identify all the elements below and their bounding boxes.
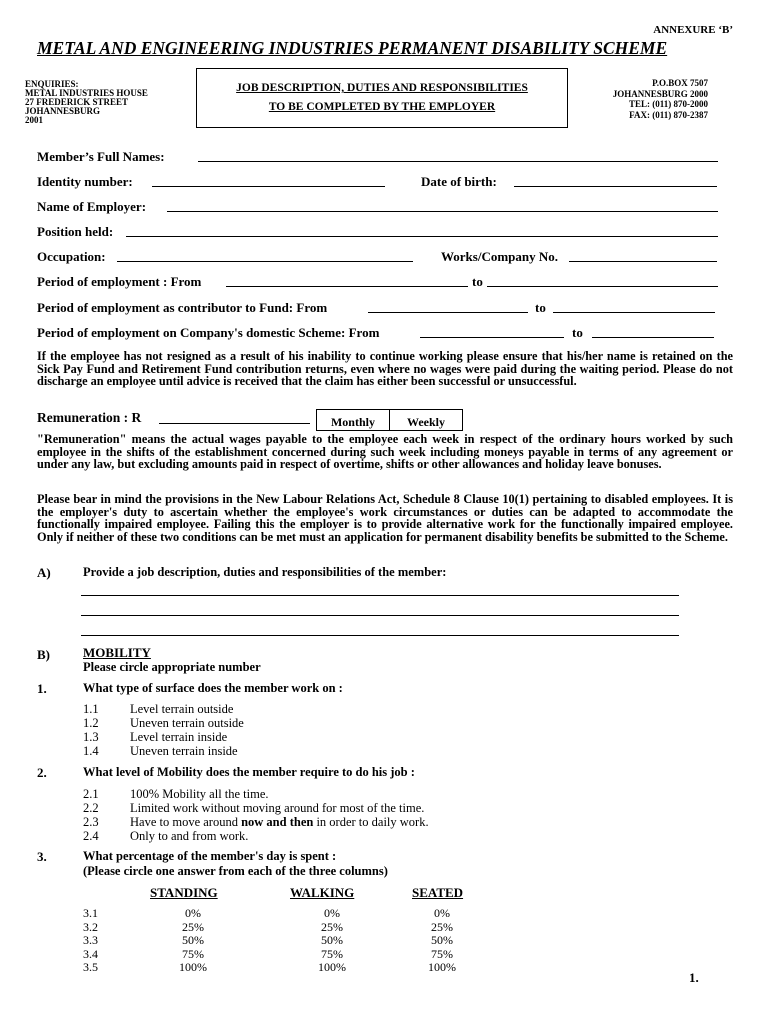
to-label: to <box>535 300 546 315</box>
period-employment-label: Period of employment : From <box>37 274 202 289</box>
period-domestic-from[interactable] <box>420 337 564 338</box>
option-number: 2.1 <box>83 787 99 801</box>
q1-text: What type of surface does the member work on : <box>83 681 343 695</box>
walking-option[interactable]: 100% <box>318 960 346 974</box>
seated-header: SEATED <box>412 885 464 900</box>
standing-option[interactable]: 50% <box>182 933 204 947</box>
period-contributor-to[interactable] <box>553 312 715 313</box>
q2-option[interactable] <box>83 829 429 843</box>
standing-option[interactable]: 75% <box>182 946 204 961</box>
box-line-2: TO BE COMPLETED BY THE EMPLOYER <box>268 101 496 113</box>
job-description-line[interactable] <box>81 635 679 636</box>
occupation-label: Occupation: <box>37 249 106 264</box>
q1-option[interactable] <box>83 744 244 758</box>
seated-option[interactable]: 50% <box>431 933 453 947</box>
q3-row-number: 3.4 <box>83 946 98 961</box>
employer-label: Name of Employer: <box>37 199 147 214</box>
employer-field[interactable] <box>167 211 718 212</box>
box-line-1: JOB DESCRIPTION, DUTIES AND RESPONSIBILITIES <box>236 82 528 94</box>
q3-row-number: 3.2 <box>83 919 98 934</box>
walking-option[interactable]: 75% <box>321 946 343 961</box>
seated-option[interactable]: 25% <box>431 919 453 934</box>
works-no-label: Works/Company No. <box>441 249 559 264</box>
seated-option[interactable]: 100% <box>428 960 456 974</box>
contact-line: TEL: (011) 870-2000 <box>628 99 708 109</box>
q3-numbers <box>83 907 98 975</box>
q2-text: What level of Mobility does the member require to do his job : <box>83 765 415 779</box>
remuneration-definition: "Remuneration" means the actual wages payable to the employee each week in respect of the ordinary hours worked by such employee in the shifts of the establishment concerned during such week including moneys payable in terms of any agreement or under any law, but excluding amounts paid in respect of overtime, shifts or other allowances and holiday leave bonuses. <box>37 432 733 471</box>
mobility-heading: MOBILITY <box>83 645 151 660</box>
position-field[interactable] <box>126 236 718 237</box>
remuneration-label: Remuneration : R <box>37 410 142 425</box>
contact-line: FAX: (011) 870-2387 <box>629 109 708 120</box>
option-text: Level terrain outside <box>130 702 234 716</box>
instruction-box <box>196 68 568 128</box>
dob-field[interactable] <box>514 186 717 187</box>
standing-option[interactable]: 0% <box>185 906 201 920</box>
option-number: 1.4 <box>83 744 99 758</box>
section-a-question: Provide a job description, duties and responsibilities of the member: <box>83 565 447 579</box>
standing-option[interactable]: 25% <box>182 919 204 934</box>
q3-row-number: 3.3 <box>83 933 98 947</box>
full-names-label: Member’s Full Names: <box>37 149 165 164</box>
remuneration-field[interactable] <box>159 423 310 424</box>
q2-option[interactable] <box>83 787 429 801</box>
job-description-line[interactable] <box>81 595 679 596</box>
q3-number: 3. <box>37 849 47 864</box>
walking-column <box>307 907 357 975</box>
option-number: 1.1 <box>83 702 99 716</box>
contact-line: JOHANNESBURG 2000 <box>612 88 708 99</box>
annexure-label: ANNEXURE ‘B’ <box>653 24 733 36</box>
frequency-box <box>316 409 463 431</box>
period-domestic-to[interactable] <box>592 337 714 338</box>
to-label: to <box>572 325 583 340</box>
identity-field[interactable] <box>152 186 385 187</box>
page-title: METAL AND ENGINEERING INDUSTRIES PERMANENT DISABILITY SCHEME <box>37 38 668 58</box>
q2-option[interactable] <box>83 801 429 815</box>
notice-resigned: If the employee has not resigned as a result of his inability to continue working please ensure that his/her name is retained on the Sick Pay Fund and Retirement Fund contribution returns, even where no wages were paid during the waiting period. Please do not discharge an employee until advice is received that the claim has either been successful or unsuccessful. <box>37 349 733 388</box>
option-text: Only to and from work. <box>130 829 249 843</box>
page-number: 1. <box>689 970 699 985</box>
option-text: Level terrain inside <box>130 730 228 744</box>
to-label: to <box>472 274 483 289</box>
period-domestic-label: Period of employment on Company's domestic Scheme: From <box>37 325 380 340</box>
identity-label: Identity number: <box>37 174 133 189</box>
monthly-option[interactable]: Monthly <box>317 410 390 430</box>
dob-label: Date of birth: <box>421 174 497 189</box>
seated-option[interactable]: 0% <box>434 906 450 920</box>
option-text: Limited work without moving around for most of the time. <box>130 801 425 815</box>
standing-option[interactable]: 100% <box>179 960 207 974</box>
option-emphasis: now and then <box>241 815 314 829</box>
q3-row-number: 3.5 <box>83 960 98 974</box>
occupation-field[interactable] <box>117 261 413 262</box>
q3-instruction: (Please circle one answer from each of the three columns) <box>83 864 388 878</box>
walking-option[interactable]: 25% <box>321 919 343 934</box>
option-number: 1.2 <box>83 716 99 730</box>
period-employment-to[interactable] <box>487 286 718 287</box>
q1-number: 1. <box>37 681 47 696</box>
option-number: 1.3 <box>83 730 99 744</box>
option-text: Uneven terrain outside <box>130 716 244 730</box>
walking-option[interactable]: 0% <box>324 906 340 920</box>
q1-options <box>83 702 244 758</box>
q2-number: 2. <box>37 765 47 780</box>
walking-header: WALKING <box>290 885 355 900</box>
enquiries-line: JOHANNESBURG <box>25 106 101 116</box>
full-names-field[interactable] <box>198 161 718 162</box>
weekly-option[interactable]: Weekly <box>407 415 445 429</box>
enquiries-line: ENQUIRIES: <box>25 79 79 89</box>
enquiries-line: 27 FREDERICK STREET <box>25 97 129 107</box>
notice-labour-relations: Please bear in mind the provisions in the New Labour Relations Act, Schedule 8 Clause 10(1) pertaining to disabled employees. It is the employer's duty to ascertain whether the employee's work circumstances or duties can be adapted to accommodate the functionally impaired employee. Failing this the employer is to provide alternative work for the functionally impaired employee. Only if neither of these two conditions can be met must an application for permanent disability benefits be submitted to the Scheme. <box>37 492 733 544</box>
seated-option[interactable]: 75% <box>431 946 453 961</box>
position-label: Position held: <box>37 224 114 239</box>
option-number: 2.2 <box>83 801 99 815</box>
option-text: Uneven terrain inside <box>130 744 238 758</box>
enquiries-block <box>25 80 148 125</box>
standing-column <box>168 907 218 975</box>
contact-line: P.O.BOX 7507 <box>652 78 708 88</box>
q2-option[interactable] <box>83 815 429 829</box>
option-text: 100% Mobility all the time. <box>130 787 269 801</box>
standing-header: STANDING <box>150 885 218 900</box>
q1-option[interactable] <box>83 716 244 730</box>
q2-options <box>83 787 429 843</box>
q3-row-number: 3.1 <box>83 906 98 920</box>
period-contributor-from[interactable] <box>368 312 528 313</box>
q3-text: What percentage of the member's day is spent : <box>83 849 337 863</box>
period-contributor-label: Period of employment as contributor to Fund: From <box>37 300 328 315</box>
section-b-letter: B) <box>37 647 50 662</box>
seated-column <box>417 907 467 975</box>
job-description-line[interactable] <box>81 615 679 616</box>
works-no-field[interactable] <box>569 261 717 262</box>
enquiries-line: 2001 <box>25 115 43 125</box>
enquiries-line: METAL INDUSTRIES HOUSE <box>25 88 148 98</box>
walking-option[interactable]: 50% <box>321 933 343 947</box>
q1-option[interactable] <box>83 730 244 744</box>
section-a-letter: A) <box>37 565 51 580</box>
mobility-instruction: Please circle appropriate number <box>83 660 261 674</box>
option-text: Have to move around <box>130 815 242 829</box>
contact-block <box>613 78 708 120</box>
option-text: in order to daily work. <box>313 815 429 829</box>
option-number: 2.3 <box>83 815 99 829</box>
period-employment-from[interactable] <box>226 286 468 287</box>
q1-option[interactable] <box>83 702 244 716</box>
option-number: 2.4 <box>83 829 99 843</box>
